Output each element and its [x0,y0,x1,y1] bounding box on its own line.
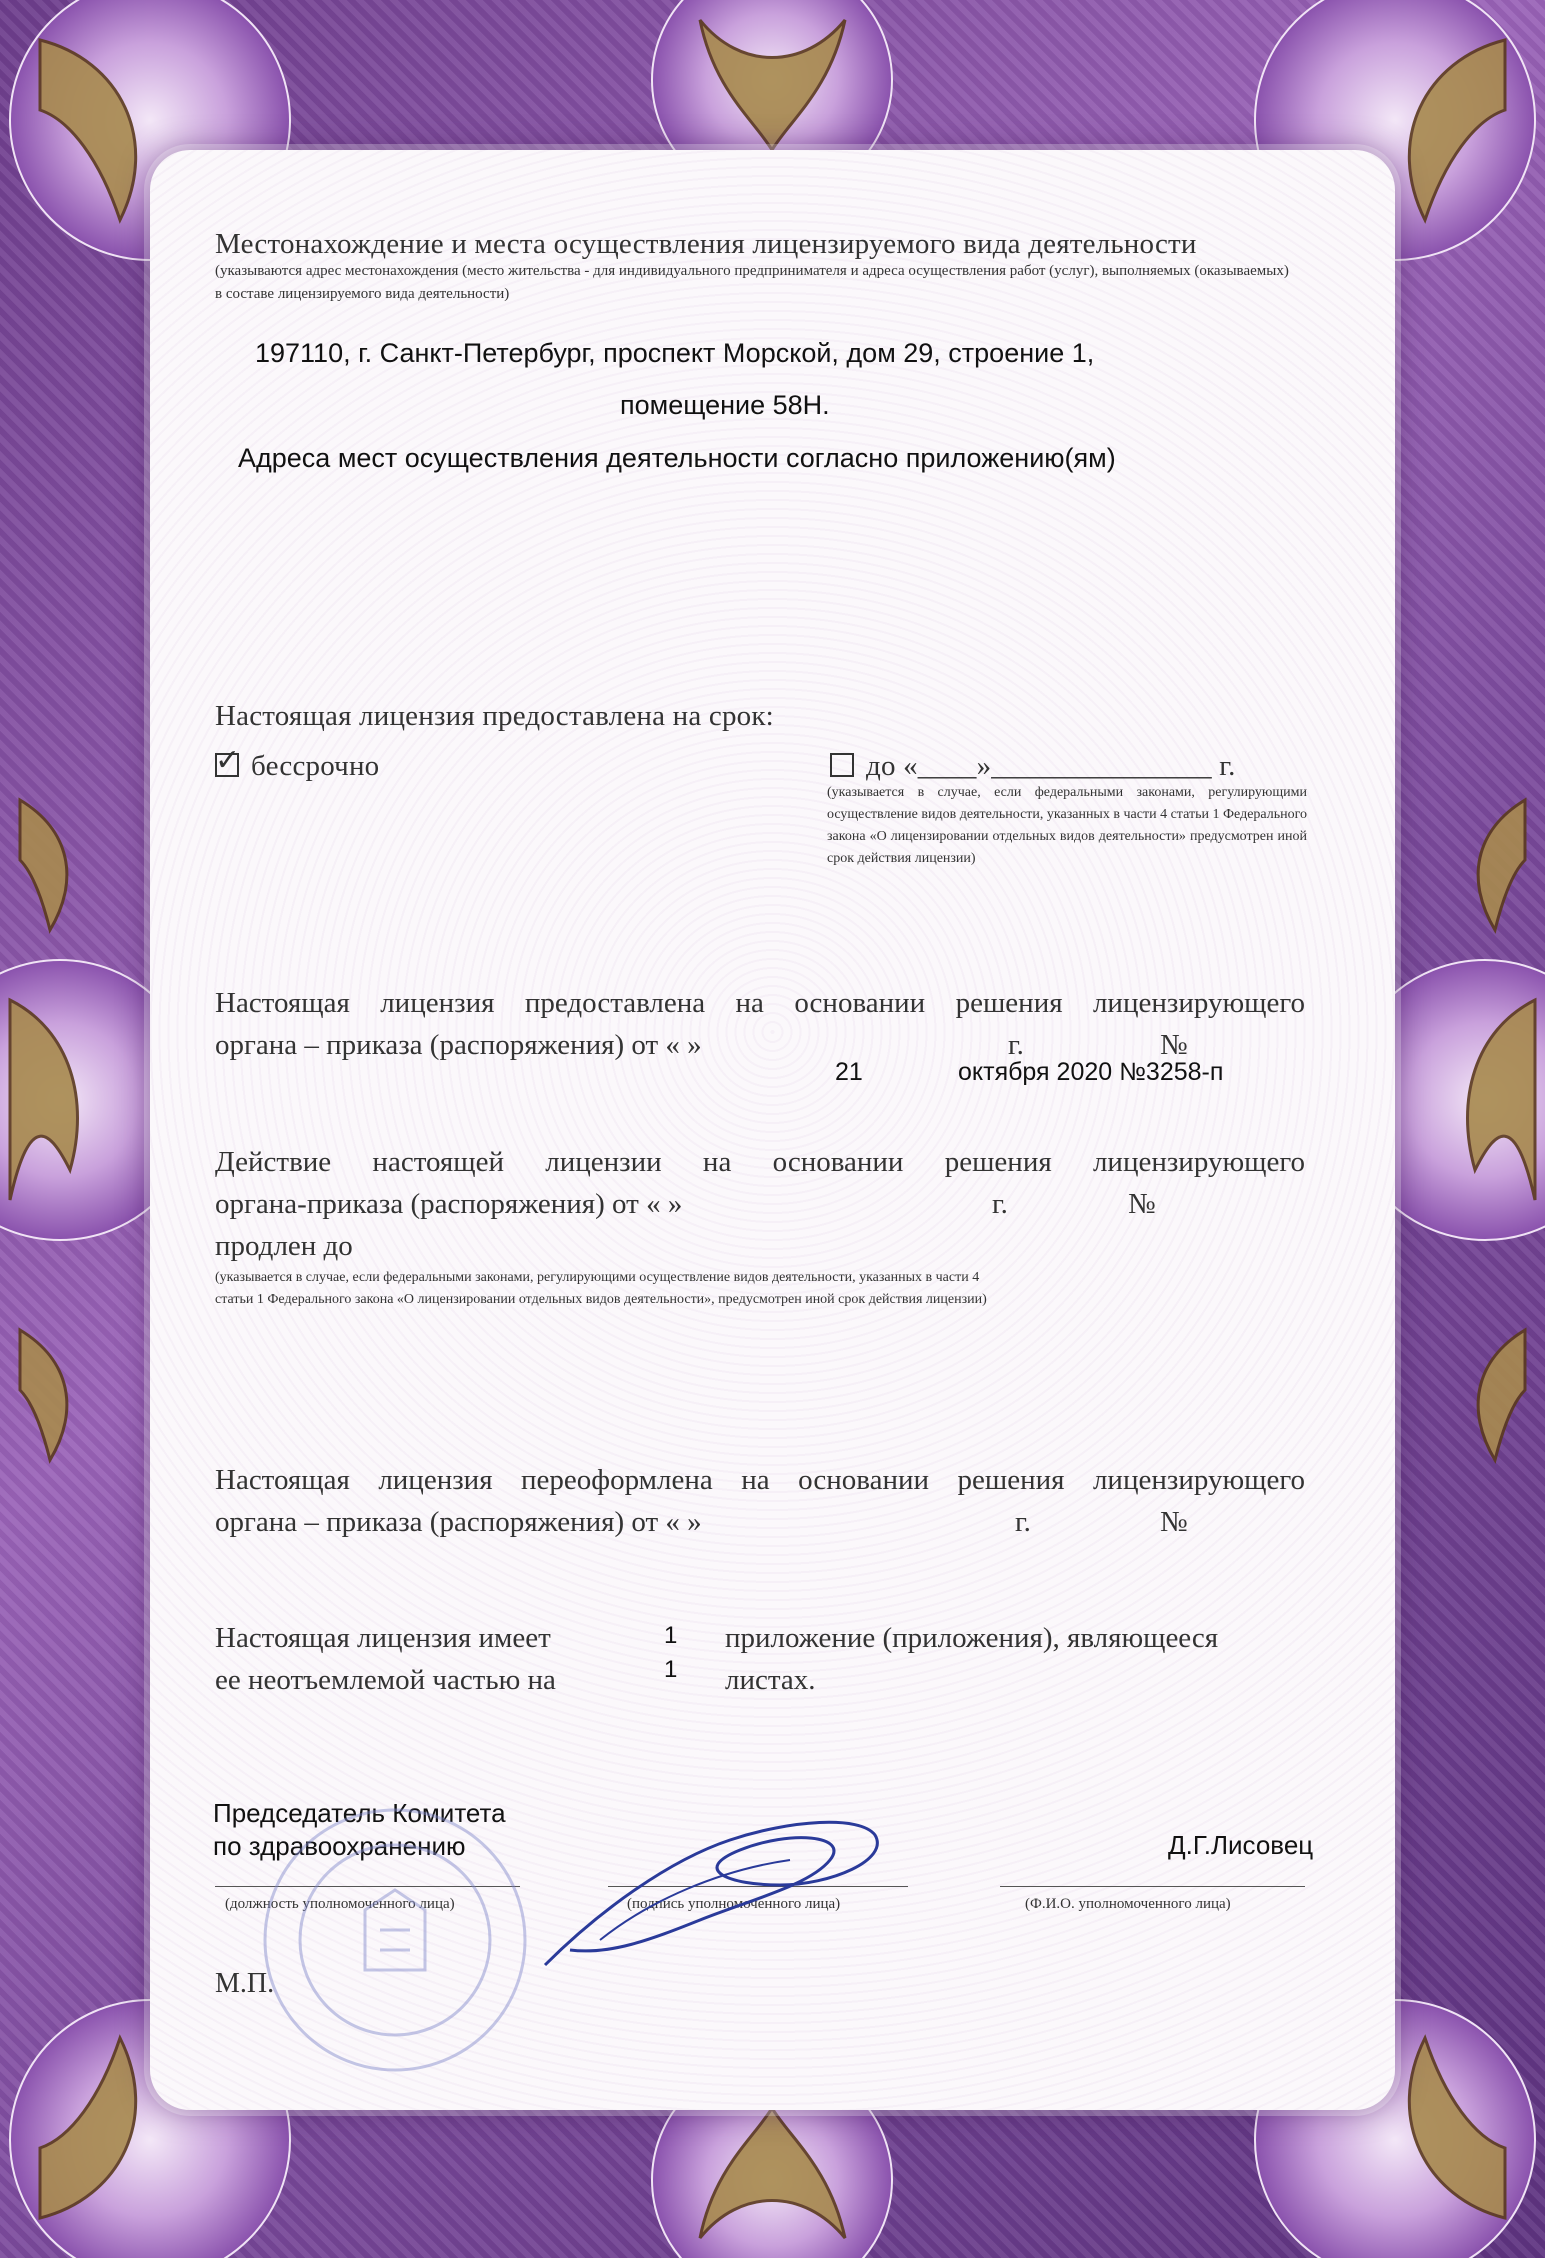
basis-line-2-text: органа – приказа (распоряжения) от « » [215,1029,702,1061]
extension-text [215,1141,1305,1267]
appendix-count: 1 [664,1622,678,1649]
reissue-line-2 [215,1501,1305,1543]
term-indefinite [215,743,380,783]
basis-year-g: г. [1008,1029,1024,1061]
stamp-place-label: М.П. [215,1968,275,1999]
basis-text [215,982,1305,1066]
name-underline [1000,1886,1305,1887]
address-line-1: 197110, г. Санкт-Петербург, проспект Морской, дом 29, строение 1, [255,338,1095,368]
appendix-line-1-start: Настоящая лицензия имеет [215,1622,551,1654]
reissue-number-sign: № [1160,1506,1188,1538]
basis-date-number: октября 2020 №3258-п [958,1058,1224,1086]
appendix-line-2-start: ее неотъемлемой частью на [215,1664,556,1696]
extension-line-3: продлен до [215,1230,353,1262]
position-caption: (должность уполномоченного лица) [225,1896,455,1912]
term-note: (указывается в случае, если федеральными законами, регулирующими осуществление видов деятельности, указанных в части 4 статьи 1 Федерального закона «О лицензировании отдельных видов деятельности» предусмотрен иной срок действия лицензии) [827,785,1307,866]
location-note: (указываются адрес местонахождения (место жительства - для индивидуального предпринимателя и адреса осуществления работ (услуг), выполняемых (оказываемых) в составе лицензируемого вида деятельности) [215,263,1289,302]
until-checkbox [830,753,854,777]
basis-day: 21 [835,1058,863,1086]
name-caption: (Ф.И.О. уполномоченного лица) [1025,1896,1231,1912]
until-label: до «____»_______________ г. [866,750,1236,782]
checkmark-icon: ✓ [215,743,241,778]
official-seal-stamp [255,1800,535,2080]
appendix-sheets: 1 [664,1656,678,1683]
reissue-text [215,1459,1305,1543]
extension-line-1: Действие настоящей лицензии на основании решения лицензирующего [215,1146,1305,1178]
extension-number-sign: № [1128,1188,1156,1220]
handwritten-signature [530,1790,910,1980]
signature-caption: (подпись уполномоченного лица) [627,1896,841,1912]
basis-line-1: Настоящая лицензия предоставлена на основании решения лицензирующего [215,987,1305,1019]
reissue-year-g: г. [1015,1506,1031,1538]
signer-name: Д.Г.Лисовец [1168,1830,1314,1860]
signer-position-line-2: по здравоохранению [213,1831,466,1861]
term-until [830,750,1236,783]
appendix-line-2-end: листах. [725,1664,816,1696]
signer-position-line-1: Председатель Комитета [213,1798,506,1828]
reissue-line-1: Настоящая лицензия переоформлена на основании решения лицензирующего [215,1464,1305,1496]
indefinite-label: бессрочно [251,750,380,782]
extension-line-2 [215,1183,1305,1225]
extension-year-g: г. [992,1188,1008,1220]
address-line-2: помещение 58Н. [620,390,830,420]
activity-addresses: Адреса мест осуществления деятельности согласно приложению(ям) [238,443,1116,473]
extension-note: (указывается в случае, если федеральными законами, регулирующими осуществление видов деятельности, указанных в части 4 статьи 1 Федерального закона «О лицензировании отдельных видов деятельности», предусмотрен иной срок действия лицензии) [215,1270,987,1307]
basis-number-sign: № [1160,1029,1188,1061]
term-heading: Настоящая лицензия предоставлена на срок: [215,700,774,732]
location-heading: Местонахождение и места осуществления лицензируемого вида деятельности [215,228,1197,260]
reissue-line-2-text: органа – приказа (распоряжения) от « » [215,1506,702,1538]
extension-line-2-text: органа-приказа (распоряжения) от « » [215,1188,683,1220]
appendix-line-1-end: приложение (приложения), являющееся [725,1622,1219,1654]
indefinite-checkbox [215,743,241,778]
